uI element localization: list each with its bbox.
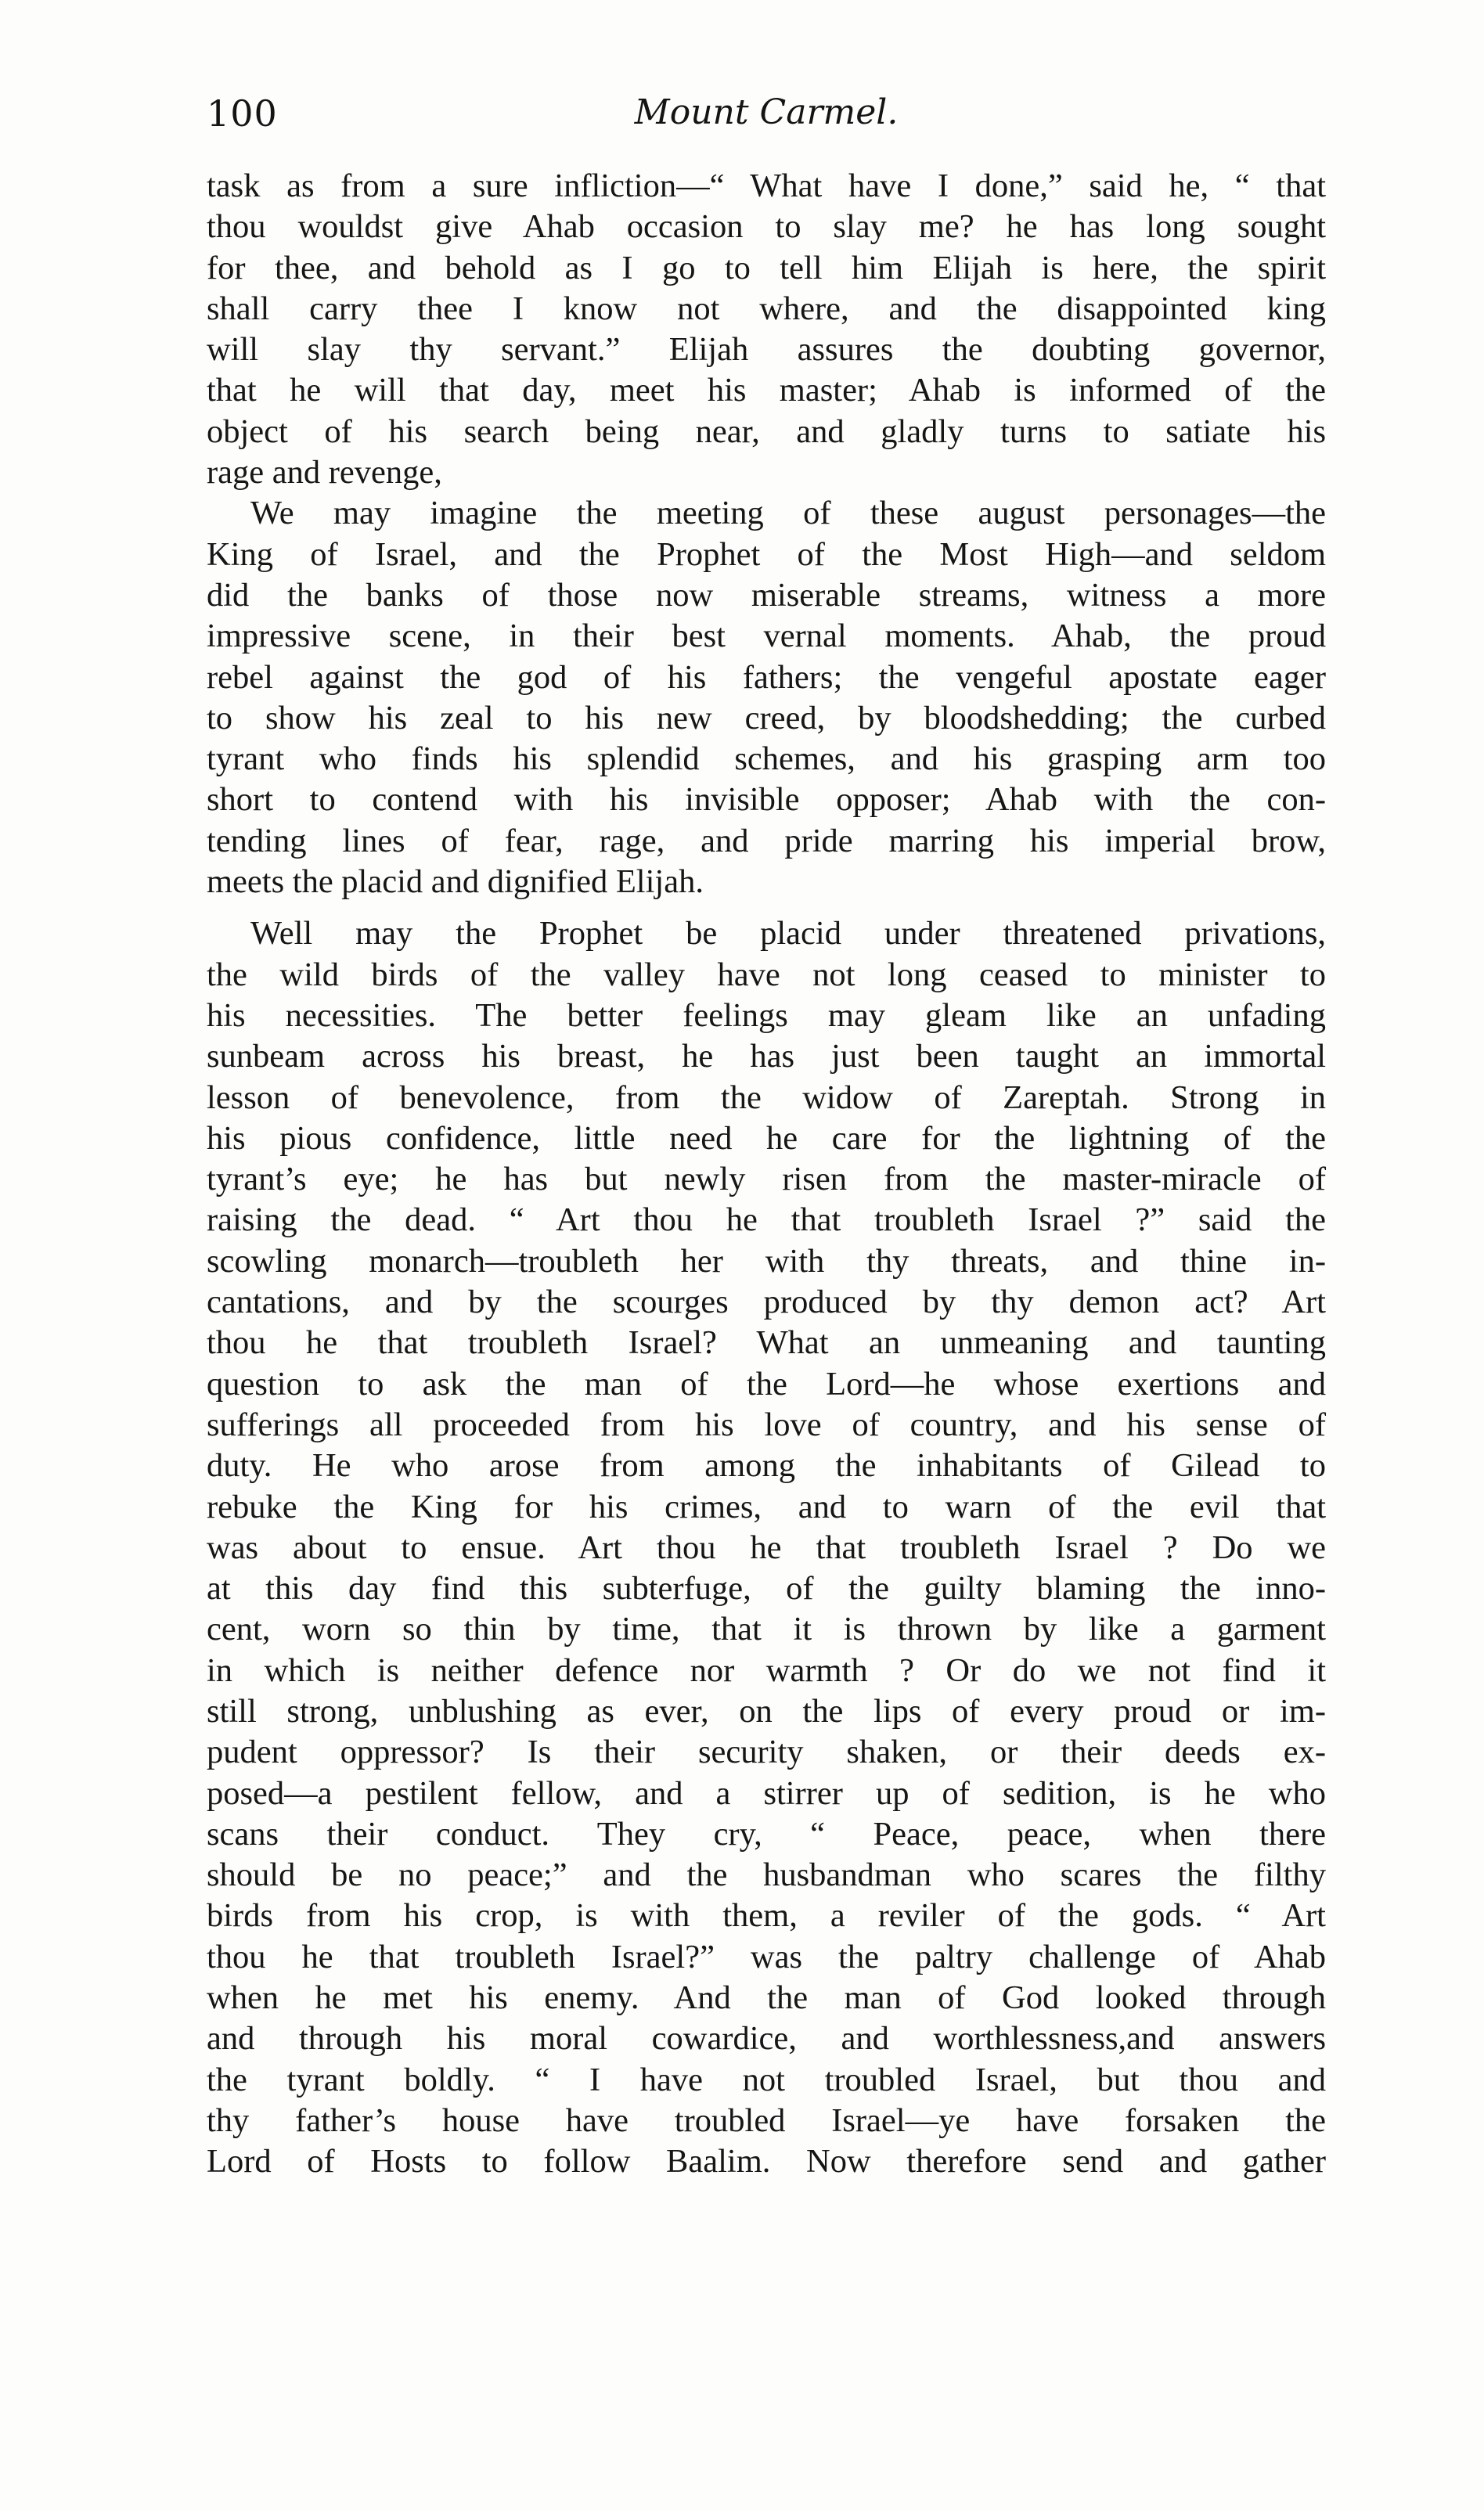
text-line: tyrant who finds his splendid schemes, and his grasping arm too (207, 740, 1326, 778)
text-line: at this day find this subterfuge, of the guilty blaming the inno- (207, 1570, 1326, 1608)
text-line: for thee, and behold as I go to tell him Elijah is here, the spirit (207, 249, 1326, 286)
text-line: sufferings all proceeded from his love of country, and his sense of (207, 1406, 1326, 1443)
text-line: rebuke the King for his crimes, and to warn of the evil that (207, 1488, 1326, 1525)
text-line: short to contend with his invisible opposer; Ahab with the con- (207, 781, 1326, 819)
text-line: the wild birds of the valley have not long ceased to minister to (207, 956, 1326, 993)
text-line: the tyrant boldly. “ I have not troubled Israel, but thou and (207, 2061, 1326, 2098)
text-line: shall carry thee I know not where, and the disappointed king (207, 290, 1326, 327)
text-line: his necessities. The better feelings may gleam like an unfading (207, 996, 1326, 1034)
text-line: pudent oppressor? Is their security shaken, or their deeds ex- (207, 1734, 1326, 1771)
text-line: thou wouldst give Ahab occasion to slay me? he has long sought (207, 208, 1326, 246)
text-line: Lord of Hosts to follow Baalim. Now therefore send and gather (207, 2143, 1326, 2180)
text-line: raising the dead. “ Art thou he that troubleth Israel ?” said the (207, 1201, 1326, 1239)
text-line: to show his zeal to his new creed, by bloodshedding; the curbed (207, 699, 1326, 736)
text-line: question to ask the man of the Lord—he whose exertions and (207, 1365, 1326, 1403)
text-line: thou he that troubleth Israel? What an unmeaning and taunting (207, 1324, 1326, 1362)
text-line: scowling monarch—troubleth her with thy threats, and thine in- (207, 1242, 1326, 1280)
text-line: object of his search being near, and gladly turns to satiate his (207, 412, 1326, 450)
text-line: sunbeam across his breast, he has just been taught an immortal (207, 1038, 1326, 1075)
paragraph-gap (207, 902, 1326, 913)
text-line: task as from a sure infliction—“ What have I done,” said he, “ that (207, 167, 1326, 204)
text-line: meets the placid and dignified Elijah. (207, 863, 704, 901)
text-line: King of Israel, and the Prophet of the Most High—and seldom (207, 535, 1326, 573)
text-line: posed—a pestilent fellow, and a stirrer up of sedition, is he who (207, 1774, 1326, 1812)
text-line: when he met his enemy. And the man of God looked through (207, 1979, 1326, 2017)
text-line: and through his moral cowardice, and worthlessness,and answers (207, 2020, 1326, 2058)
text-line: his pious confidence, little need he care for the lightning of the (207, 1119, 1326, 1157)
text-line: tending lines of fear, rage, and pride marring his imperial brow, (207, 822, 1326, 859)
text-line: thy father’s house have troubled Israel—ye have forsaken the (207, 2101, 1326, 2139)
text-line: rebel against the god of his fathers; the vengeful apostate eager (207, 658, 1326, 696)
text-line: still strong, unblushing as ever, on the lips of every proud or im- (207, 1692, 1326, 1730)
text-line: tyrant’s eye; he has but newly risen from the master-miracle of (207, 1161, 1326, 1198)
text-line: thou he that troubleth Israel?” was the paltry challenge of Ahab (207, 1938, 1326, 1975)
text-line: scans their conduct. They cry, “ Peace, peace, when there (207, 1815, 1326, 1853)
text-line: did the banks of those now miserable streams, witness a more (207, 576, 1326, 614)
text-line: impressive scene, in their best vernal moments. Ahab, the proud (207, 618, 1326, 655)
text-line: will slay thy servant.” Elijah assures the doubting governor, (207, 331, 1326, 369)
text-line: duty. He who arose from among the inhabitants of Gilead to (207, 1447, 1326, 1485)
text-line: in which is neither defence nor warmth ? Or do we not find it (207, 1651, 1326, 1689)
text-line: We may imagine the meeting of these august personages—the (250, 495, 1326, 532)
text-line: should be no peace;” and the husbandman who scares the filthy (207, 1856, 1326, 1894)
text-line: was about to ensue. Art thou he that troubleth Israel ? Do we (207, 1529, 1326, 1566)
text-line: birds from his crop, is with them, a reviler of the gods. “ Art (207, 1897, 1326, 1935)
page-number: 100 (207, 92, 278, 135)
text-line: that he will that day, meet his master; Ahab is informed of the (207, 372, 1326, 409)
text-line: cantations, and by the scourges produced by thy demon act? Art (207, 1284, 1326, 1321)
text-line: Well may the Prophet be placid under threatened privations, (250, 915, 1326, 953)
running-title: Mount Carmel. (634, 92, 899, 132)
body-text (207, 166, 1326, 2183)
page-header (207, 92, 1326, 147)
text-line: lesson of benevolence, from the widow of Zareptah. Strong in (207, 1079, 1326, 1116)
text-line: rage and revenge, (207, 454, 442, 492)
text-line: cent, worn so thin by time, that it is thrown by like a garment (207, 1611, 1326, 1648)
